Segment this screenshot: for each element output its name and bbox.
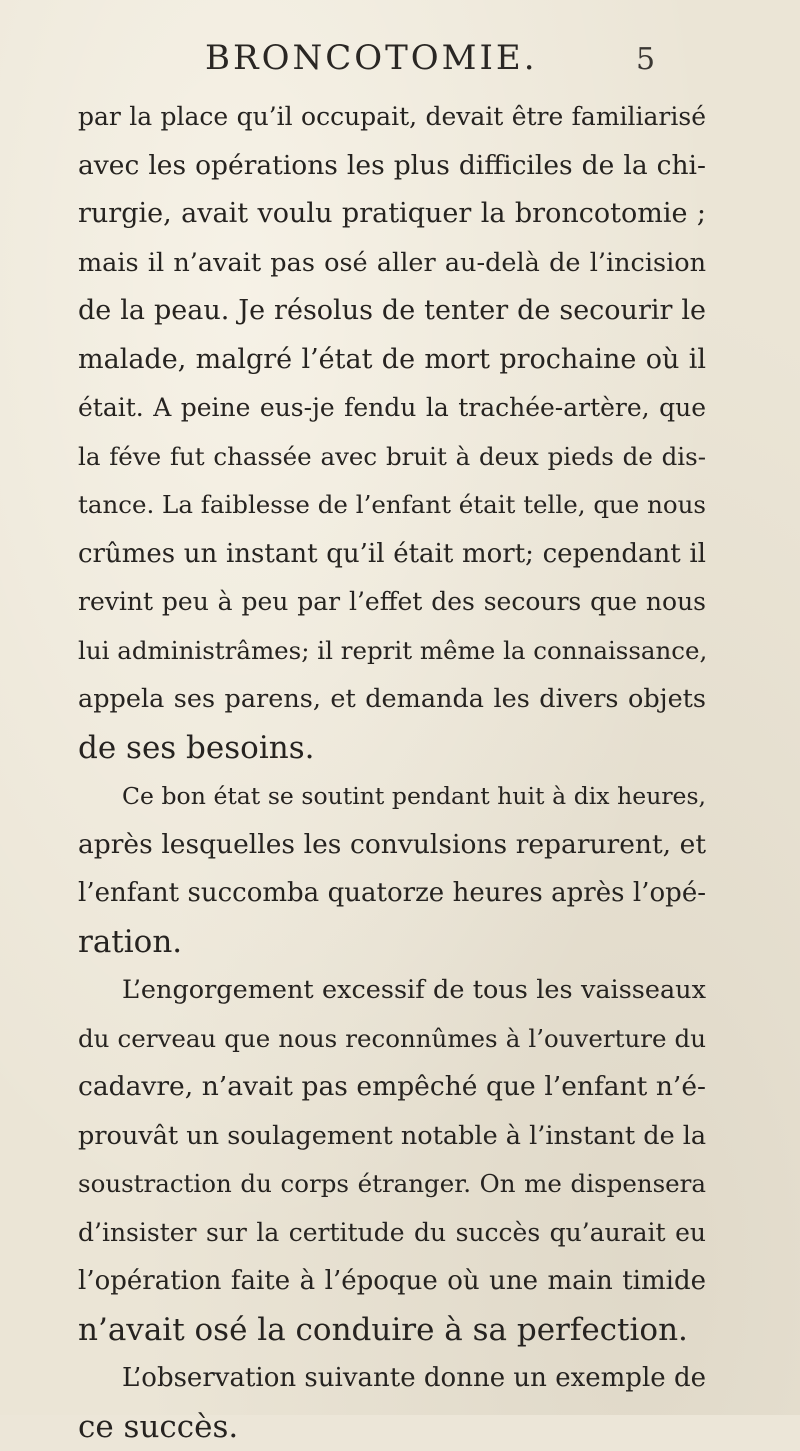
text-line: appela ses parens, et demanda les divers objets (78, 675, 706, 724)
text-line: de la peau. Je résolus de tenter de secourir le (78, 287, 706, 336)
running-title: BRONCOTOMIE. (205, 38, 538, 78)
text-line: lui administrâmes; il reprit même la connaissance, (78, 627, 706, 676)
text-line: n’avait osé la conduire à sa perfection. (78, 1306, 706, 1355)
text-line: L’observation suivante donne un exemple de (78, 1354, 706, 1403)
text-line: ce succès. (78, 1403, 706, 1451)
text-line: d’insister sur la certitude du succès qu’aurait eu (78, 1209, 706, 1258)
text-line: l’enfant succomba quatorze heures après l’opé- (78, 869, 706, 918)
body-text (78, 93, 706, 1451)
text-line: de ses besoins. (78, 724, 706, 773)
page-number: 5 (636, 42, 655, 77)
text-line: malade, malgré l’état de mort prochaine où il (78, 336, 706, 385)
text-line: cadavre, n’avait pas empêché que l’enfant n’é- (78, 1063, 706, 1112)
text-line: l’opération faite à l’époque où une main timide (78, 1257, 706, 1306)
text-line: mais il n’avait pas osé aller au-delà de l’incision (78, 239, 706, 288)
text-line: avec les opérations les plus difficiles de la chi- (78, 142, 706, 191)
text-line: Ce bon état se soutint pendant huit à dix heures, (78, 772, 706, 821)
text-line: soustraction du corps étranger. On me dispensera (78, 1160, 706, 1209)
text-line: rurgie, avait voulu pratiquer la broncotomie ; (78, 190, 706, 239)
text-line: tance. La faiblesse de l’enfant était telle, que nous (78, 481, 706, 530)
text-line: L’engorgement excessif de tous les vaisseaux (78, 966, 706, 1015)
text-line: du cerveau que nous reconnûmes à l’ouverture du (78, 1015, 706, 1064)
text-line: prouvât un soulagement notable à l’instant de la (78, 1112, 706, 1161)
text-line: était. A peine eus-je fendu la trachée-artère, que (78, 384, 706, 433)
text-line: après lesquelles les convulsions reparurent, et (78, 821, 706, 870)
text-line: la féve fut chassée avec bruit à deux pieds de dis- (78, 433, 706, 482)
text-line: crûmes un instant qu’il était mort; cependant il (78, 530, 706, 579)
text-line: ration. (78, 918, 706, 967)
text-line: revint peu à peu par l’effet des secours que nous (78, 578, 706, 627)
text-line: par la place qu’il occupait, devait être familiarisé (78, 93, 706, 142)
